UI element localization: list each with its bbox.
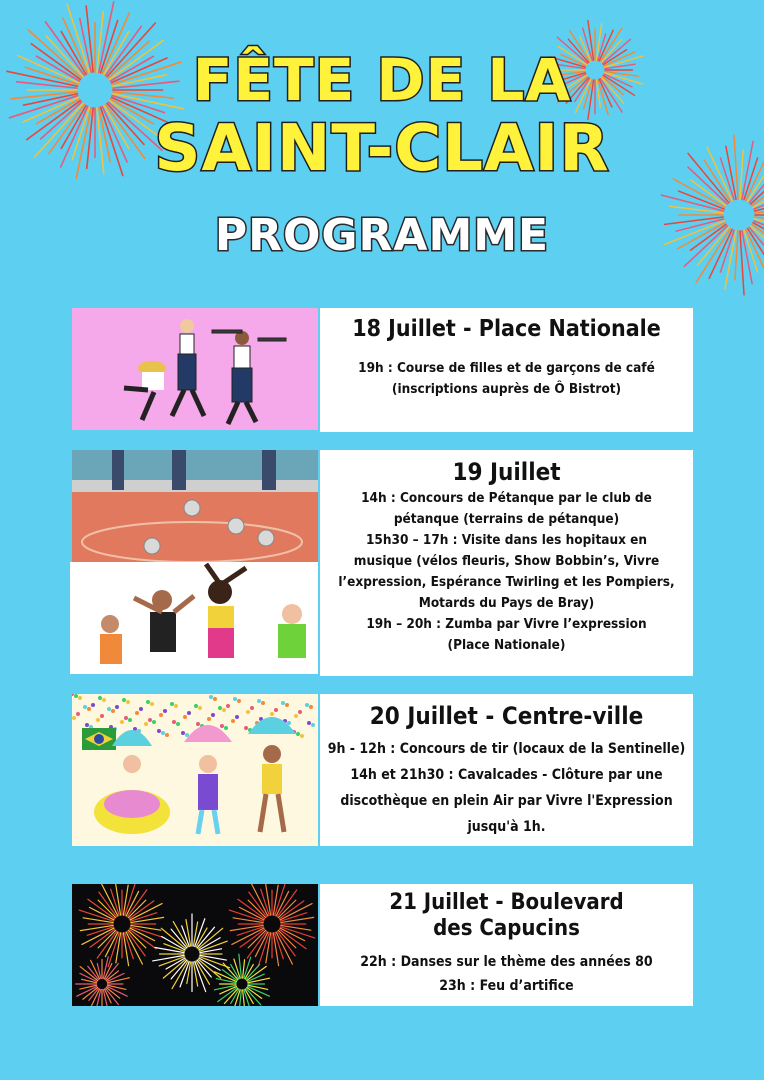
event-line: 22h : Danses sur le thème des années 80 — [360, 954, 653, 970]
event-line: Motards du Pays de Bray) — [418, 595, 595, 611]
event-card-18-juillet — [320, 308, 693, 432]
event-line: musique (vélos fleuris, Show Bobbin’s, Vivre — [353, 553, 660, 569]
event-line: 15h30 – 17h : Visite dans les hopitaux en — [365, 532, 648, 548]
event-heading: des Capucins — [433, 916, 580, 941]
event-line: 14h et 21h30 : Cavalcades - Clôture par une — [350, 767, 663, 783]
event-heading: 19 Juillet — [452, 458, 561, 486]
event-line: 14h : Concours de Pétanque par le club de — [361, 490, 652, 506]
carnival-illustration — [72, 694, 318, 846]
petanque-illustration — [72, 450, 318, 562]
event-heading: 21 Juillet - Boulevard — [389, 890, 624, 915]
event-line: 23h : Feu d’artifice — [439, 978, 574, 994]
event-card-19-juillet — [320, 450, 693, 676]
event-line: pétanque (terrains de pétanque) — [393, 511, 620, 527]
event-line: (inscriptions auprès de Ô Bistrot) — [391, 381, 622, 397]
title-line-1: FÊTE DE LA — [192, 46, 572, 114]
event-line: jusqu'à 1h. — [467, 819, 546, 835]
fireworks-photo — [72, 884, 318, 1006]
event-card-21-juillet — [320, 884, 693, 1006]
event-line: (Place Nationale) — [447, 637, 566, 653]
zumba-illustration — [70, 562, 318, 674]
event-line: 19h : Course de filles et de garçons de café — [358, 360, 655, 376]
title-line-2: SAINT-CLAIR — [154, 112, 610, 186]
event-line: l’expression, Espérance Twirling et les Pompiers, — [338, 574, 675, 590]
event-card-20-juillet — [320, 694, 693, 846]
event-line: 19h – 20h : Zumba par Vivre l’expression — [366, 616, 647, 632]
subtitle: PROGRAMME — [214, 210, 550, 261]
event-heading: 18 Juillet - Place Nationale — [352, 316, 661, 342]
event-line: discothèque en plein Air par Vivre l'Expression — [340, 793, 673, 809]
event-heading: 20 Juillet - Centre-ville — [369, 702, 644, 730]
event-line: 9h - 12h : Concours de tir (locaux de la Sentinelle) — [327, 741, 686, 757]
cafe-race-illustration — [72, 308, 318, 430]
